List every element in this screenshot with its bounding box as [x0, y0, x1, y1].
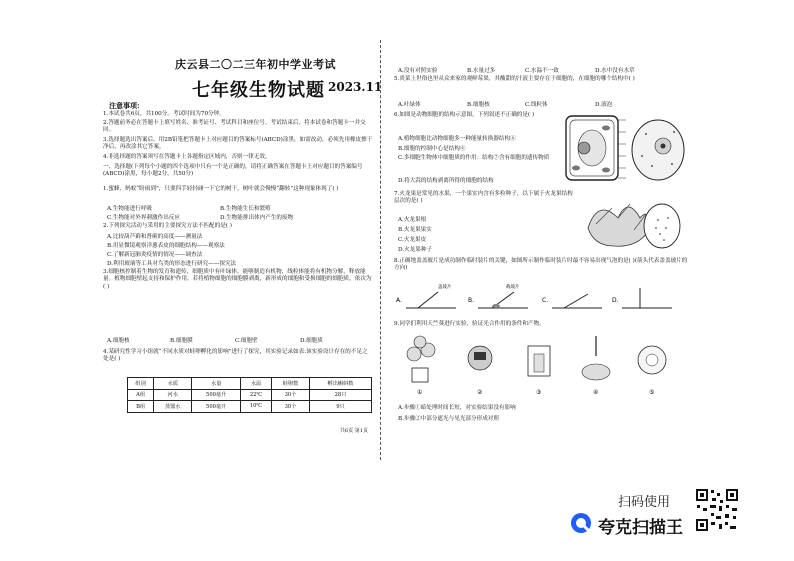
step-label: ⑤	[649, 389, 655, 396]
table-cell: 28只	[310, 389, 372, 401]
slide-caption: 载玻片	[506, 285, 520, 290]
dragon-fruit-plant	[588, 204, 648, 246]
notice-heading: 注意事项:	[109, 101, 140, 110]
q9-option-a: A.步骤①暗处理时间长短，对实验结果没有影响	[398, 405, 516, 411]
q4-option-c: C.水温不一致	[525, 68, 559, 74]
question-8-stem: 8.正确地盖盖玻片是成功制作临时装片的关键，如图所示制作临时装片时最不容易出现气泡的是( )(箭头代表盖盖玻片的方向)	[394, 258, 688, 272]
question-1-stem: 1.蜜蜂、蚂蚁“盼雨到”，只要四手轻轻碰一下它的树干，树叶就会慢慢“翻转”这种现象体现了( )	[103, 186, 339, 192]
question-5-stem: 5.炎菜上世俗也里从众来家的观鲜莓果，其酸甜的汁液主要存在于细胞的，在细胞的哪个结构中( )	[394, 76, 635, 82]
q6-option-b: B.细胞的控制中心是结构④	[398, 146, 466, 152]
q4-option-d: D.水中没有水草	[595, 68, 635, 74]
diagram-label-c: C.	[542, 297, 549, 304]
coverslip-diagrams	[396, 280, 686, 318]
table-row	[128, 401, 372, 413]
table-cell: 22℃	[241, 389, 272, 401]
q7-option-b: B.火龙果果实	[398, 227, 432, 233]
q6-option-c: C.多细胞生物体中细胞质的作用：结构⑦含有细胞的遗传物质	[398, 155, 550, 161]
notice-line: 3.选择题选出答案后，用2B铅笔把答题卡上对应题目的答案标号(ABCD)涂黑，如需改动，必须先用橡皮擦干净后，再改涂其它答案。	[103, 137, 373, 151]
q9-option-b: B.步骤②中部分遮光与见光部分形成对照	[398, 416, 499, 422]
diagram-label-d: D.	[612, 297, 619, 304]
question-9-stem: 9.同学们利用天竺葵进行实验，验证光合作用的条件和产物。	[394, 321, 545, 327]
table-header-cell: 水量	[192, 378, 241, 390]
q4-data-table	[127, 377, 372, 413]
dragon-fruit-figure	[578, 188, 686, 258]
table-cell: 500毫升	[192, 401, 241, 413]
q3-option-b: B.细胞膜	[170, 338, 193, 344]
coverslip-option-b	[468, 283, 528, 308]
label-lines	[618, 120, 626, 178]
table-cell: 蒸馏水	[154, 401, 192, 413]
q1-option-a: A.生物能进行呼吸	[107, 206, 152, 212]
question-7-stem: 7.火龙果是常见的水果，一个果实内含有多粒种子，以下属于火龙果结构层次的是( )	[394, 191, 573, 205]
q7-option-d: D.火龙果种子	[398, 247, 433, 253]
q7-option-a: A.火龙果根	[398, 217, 427, 223]
q2-option-c: C.了解新冠肺炎疫情的情况——调查法	[107, 252, 203, 258]
school-title: 庆云县二〇二三年初中学业考试	[175, 58, 336, 71]
q4-option-b: B.水量过多	[467, 68, 496, 74]
diagram-label-b: B.	[468, 297, 475, 304]
step-label: ④	[593, 389, 599, 396]
q7-option-c: C.火龙果皮	[398, 237, 427, 243]
table-cell: 10℃	[241, 401, 272, 413]
coverslip-option-d	[612, 288, 672, 308]
plant-cell-illustration	[566, 116, 618, 180]
table-header-cell: 水温	[241, 378, 272, 390]
q1-option-b: B.生物能生长和繁殖	[220, 206, 271, 212]
photosynthesis-steps-figure	[400, 332, 680, 400]
notice-line: 1.本试卷共6页，共100分。考试时间为70分钟。	[103, 111, 225, 117]
table-cell: 河水	[154, 389, 192, 401]
animal-cell-illustration	[632, 120, 684, 180]
table-cell: 30个	[271, 401, 309, 413]
table-header-row	[128, 378, 372, 390]
brand-logo-row	[570, 512, 683, 538]
section-heading: 一、选择题(下列每个小题的四个选项中只有一个是正确的，请将正确答案在答题卡上对应题目的答案编号(ABCD)涂黑，每小题2分，共50分)	[103, 164, 363, 178]
notice-line: 2.答题前务必在答题卡上填写姓名、准考证号、考试科目和座位号。考试结束后，将本试卷和答题卡一并交回。	[103, 120, 366, 134]
coverslip-caption: 盖玻片	[438, 285, 452, 290]
q1-option-c: C.生物能对外界刺激作出反应	[107, 215, 180, 221]
table-cell: B组	[128, 401, 154, 413]
q5-option-d: D.液泡	[595, 102, 613, 108]
column-divider	[380, 40, 381, 460]
step-2-covered-leaf	[468, 346, 492, 396]
page-footer: 共6页 第1页	[340, 428, 368, 434]
question-2-stem: 2.下列探究活动与采用的主要探究方法不匹配的是( )	[103, 223, 232, 229]
step-4-dropper	[582, 336, 610, 396]
q5-option-a: A.叶绿体	[398, 102, 421, 108]
q4-option-a: A.没有对照实验	[398, 68, 438, 74]
step-label: ③	[536, 389, 542, 396]
scanner-brand-name: 夸克扫描王	[598, 518, 683, 538]
table-row	[128, 389, 372, 401]
question-4-stem: 4.某研究性学习小组就“不同水质对蛙卵孵化的影响”进行了探究，其实验记录如表:该实验设计存在的不足之处是( )	[103, 349, 368, 363]
diagram-label-a: A.	[396, 297, 402, 304]
step-3-boiling	[528, 346, 550, 396]
qr-code-icon[interactable]	[695, 488, 739, 532]
q5-option-c: C.线粒体	[525, 102, 548, 108]
table-cell: 500毫升	[192, 389, 241, 401]
q2-option-b: B.用显微镜观察洋葱表皮的细胞结构——观察法	[107, 243, 225, 249]
q3-option-a: A.细胞核	[107, 338, 130, 344]
question-3-stem: 3.细胞核控制着生物的发育和遗传，细胞质中有叶绿体，能够制造有机物，线粒体能将有机物分解，释放能量。植物细胞壁起支持和保护作用。若将植物细胞的细胞膜剥离，新形成的细胞和受损细胞的细胞质，依次为( )	[103, 269, 372, 290]
table-cell: 9只	[310, 401, 372, 413]
exam-page	[85, 40, 689, 460]
q1-option-d: D.生物能排出体内产生的废物	[220, 215, 294, 221]
question-6-stem: 6.如图是动物细胞的结构示意图，下列叙述不正确的是( )	[394, 112, 535, 118]
dragon-fruit-cross-section	[644, 204, 680, 248]
exam-title: 七年级生物试题	[192, 80, 325, 101]
coverslip-option-c	[542, 294, 602, 308]
step-5-stained-leaf	[638, 346, 666, 396]
table-header-cell: 孵出蝌蚪数	[310, 378, 372, 390]
table-cell: 30个	[271, 389, 309, 401]
coverslip-option-a	[396, 283, 456, 308]
table-header-cell: 蛙卵数	[271, 378, 309, 390]
q3-option-d: D.细胞质	[300, 338, 323, 344]
cell-diagram-figure	[562, 110, 688, 190]
table-header-cell: 组别	[128, 378, 154, 390]
step-1-plant	[407, 336, 435, 396]
notice-line: 4.非选择题的答案须写在答题卡上各题指定区域内，否则一律无效。	[103, 154, 271, 160]
exam-date: 2023.11	[328, 80, 383, 94]
quark-logo-icon	[570, 512, 592, 534]
scan-to-use-label: 扫码使用	[618, 495, 671, 510]
q3-option-c: C.细胞壁	[235, 338, 258, 344]
q2-option-a: A.比较葫芦藓和肾蕨的高度——测量法	[107, 234, 203, 240]
table-header-cell: 水质	[154, 378, 192, 390]
q2-option-d: D.利用玻璃等工具对鸟类的形态进行研究——探究法	[107, 261, 237, 267]
q6-option-a: A.植物细胞比动物细胞多一种能量转换器结构⑥	[398, 136, 516, 142]
step-label: ①	[417, 389, 423, 396]
right-column	[390, 40, 689, 460]
q6-option-d: D.将大蒜的结构剥离所得的细胞的结构	[398, 178, 494, 184]
q5-option-b: B.细胞核	[467, 102, 490, 108]
table-cell: A组	[128, 389, 154, 401]
step-label: ②	[477, 389, 483, 396]
